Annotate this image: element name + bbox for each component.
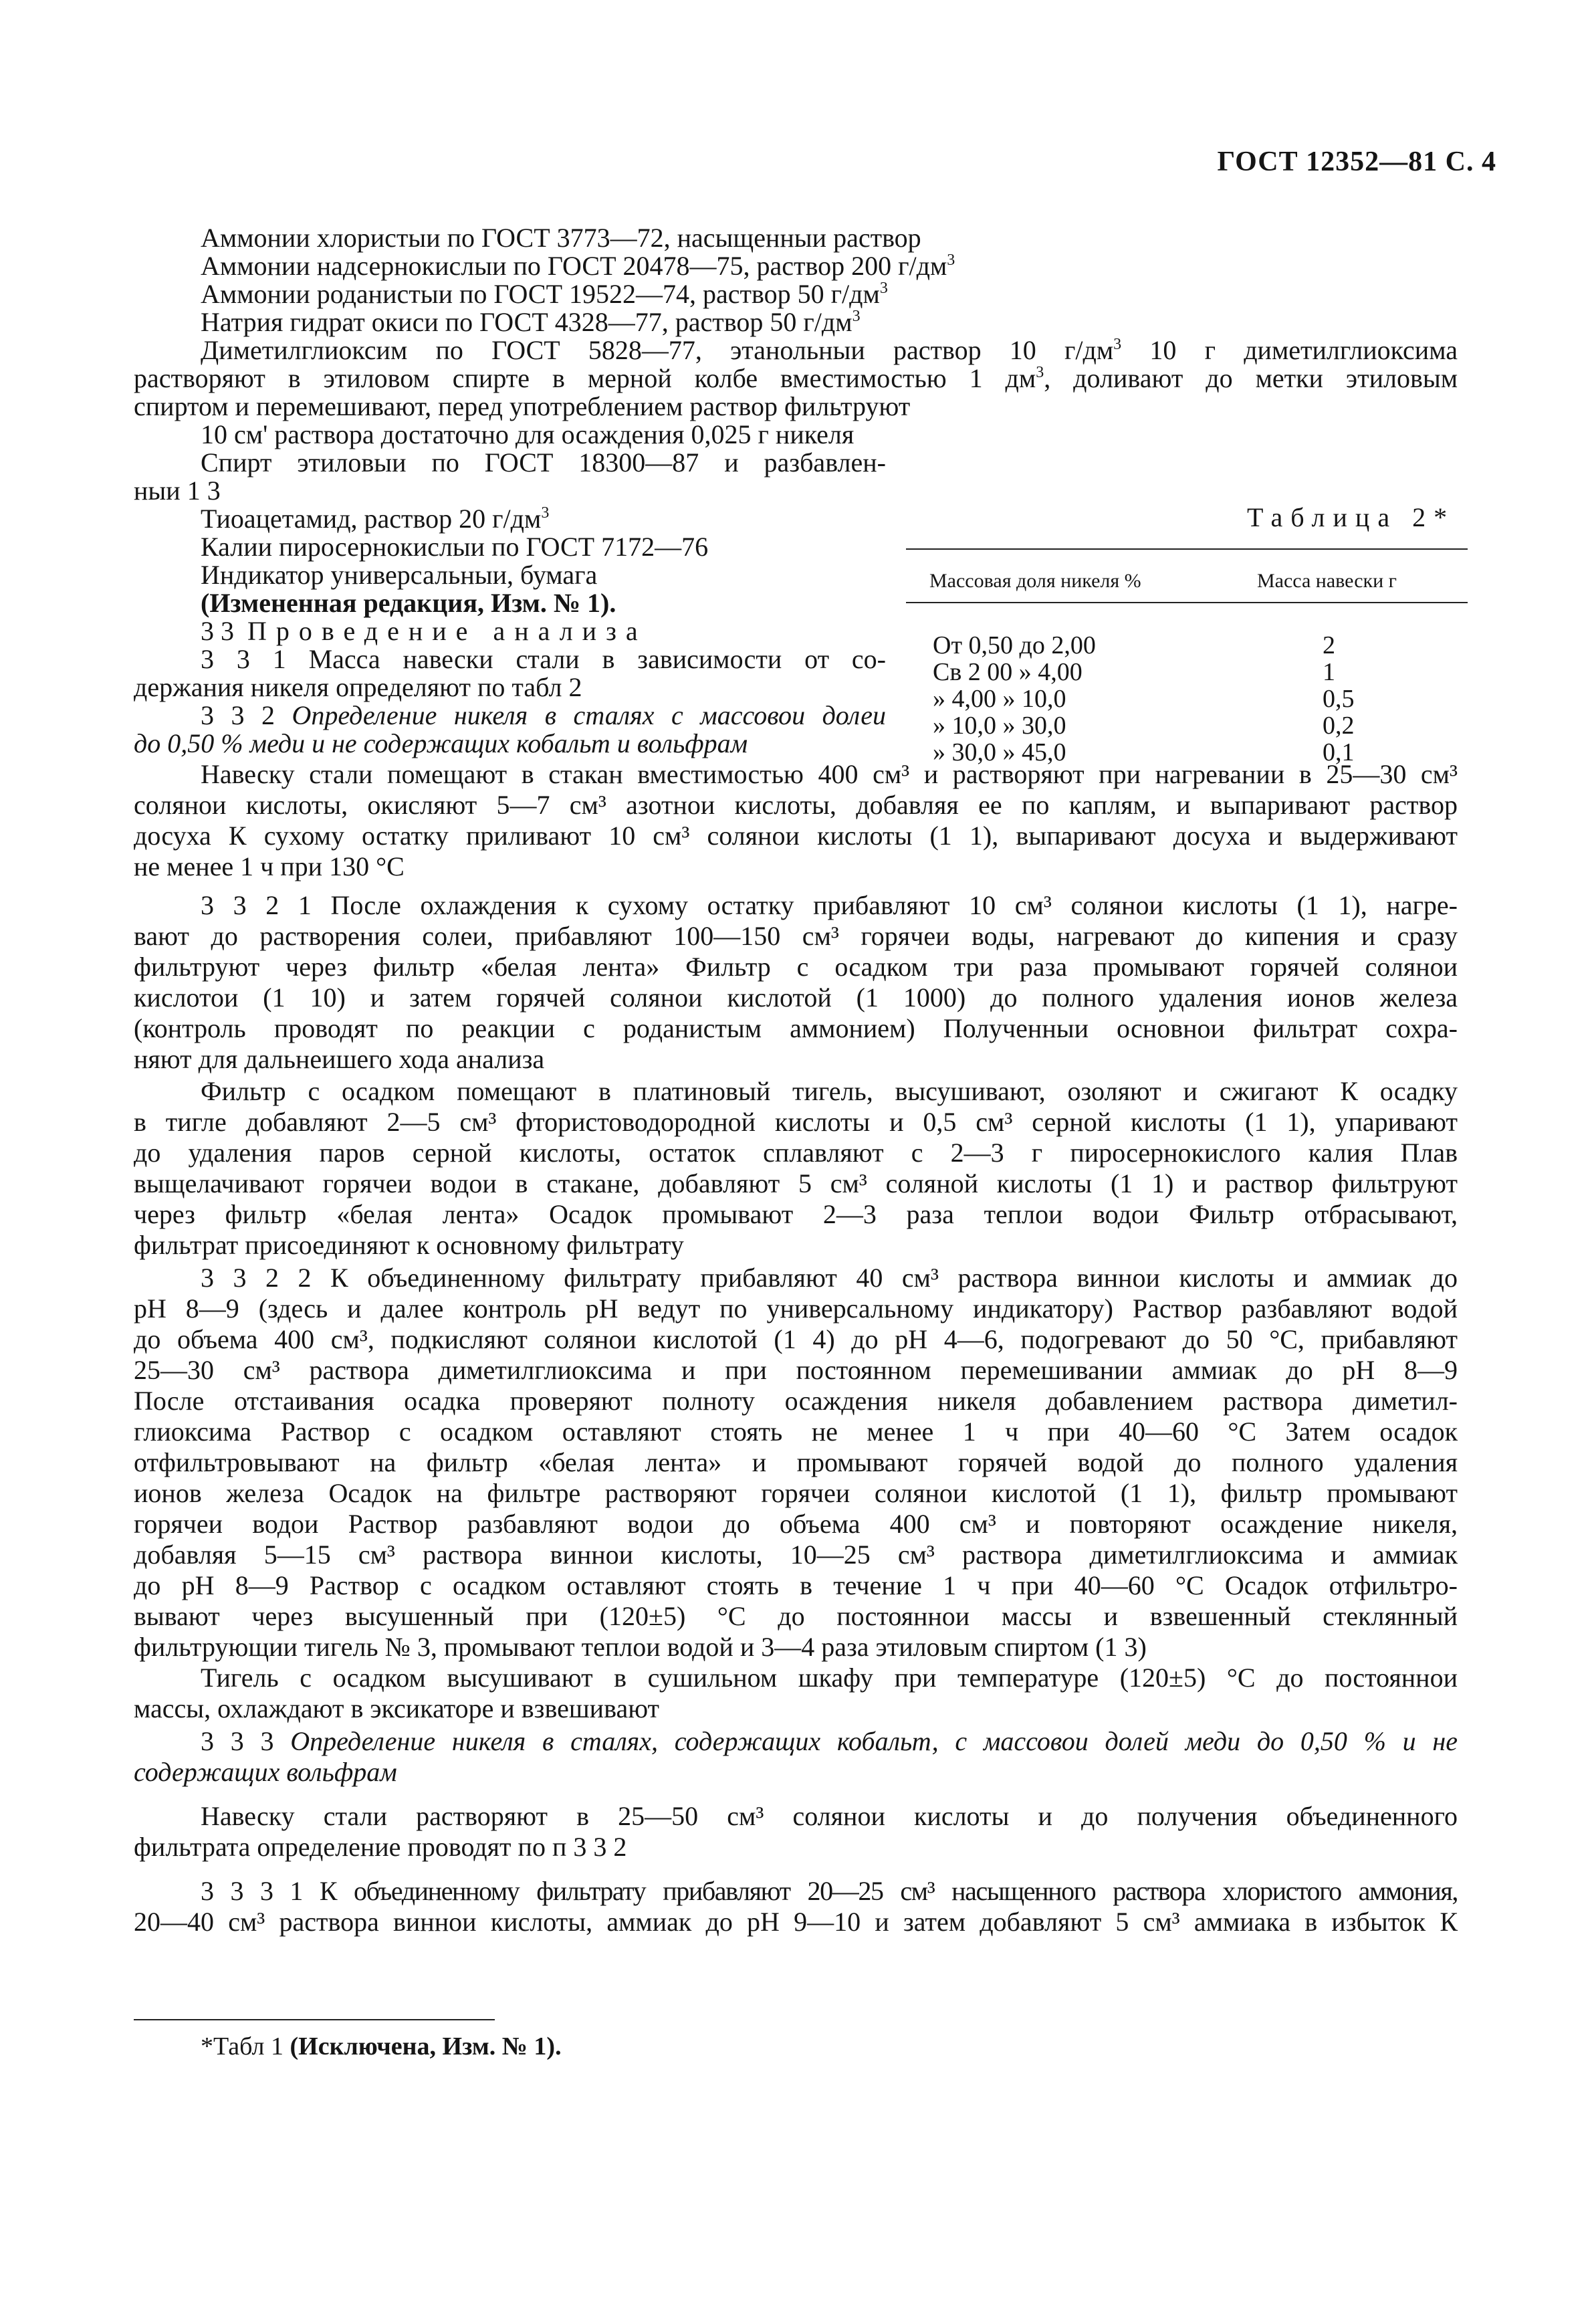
paragraph-line: фильтрат присоединяют к основному фильтрату (134, 1230, 684, 1260)
paragraph-line: Тигель с осадком высушивают в сушильном шкафу при температуре (120±5) °С до постояннои (201, 1663, 1458, 1693)
reagent-line: Аммонии хлористыи по ГОСТ 3773—72, насыщенныи раствор (201, 223, 921, 253)
paragraph-line: Фильтр с осадком помещают в платиновый тигель, высушивают, озоляют и сжигают К осадку (201, 1076, 1458, 1106)
table-cell-mass: 1 (1323, 658, 1335, 686)
reagent-line: Натрия гидрат окиси по ГОСТ 4328—77, раствор 50 $г/дм^3$ (201, 307, 861, 337)
paragraph-line: (контроль проводят по реакции с роданистым аммонием) Полученныи основнои фильтрат сохра- (134, 1013, 1458, 1043)
dmg-line: спиртом и перемешивают, перед употреблением раствор фильтруют (134, 391, 911, 421)
paragraph-line: до рН 8—9 Раствор с осадком оставляют стоять в течение 1 ч при 40—60 °С Осадок отфильтро- (134, 1570, 1458, 1600)
paragraph-line: глиоксима Раствор с осадком оставляют стоять не менее 1 ч при 40—60 °С Затем осадок (134, 1416, 1458, 1447)
paragraph-line: фильтруют через фильтр «белая лента» Фильтр с осадком три раза промывают горячей солянои (134, 952, 1458, 982)
reagent-line: Аммонии роданистыи по ГОСТ 19522—74, раствор 50 $г/дм^3$ (201, 279, 888, 309)
paragraph-line: добавляя 5—15 см³ раствора виннои кислоты, 10—25 см³ раствора диметилглиоксима и аммиак (134, 1540, 1458, 1570)
reagent-line: Аммонии надсернокислыи по ГОСТ 20478—75, раствор 200 $г/дм^3$ (201, 251, 955, 281)
paragraph-line: выщелачивают горячеи водои в стакане, добавляют 5 см³ соляной кислоты (1 1) и раствор фильтруют (134, 1168, 1458, 1198)
section-heading: до 0,50 % меди и не содержащих кобальт и вольфрам (134, 728, 748, 758)
paragraph-line: вают до растворения солеи, прибавляют 100—150 см³ горячеи воды, нагревают до кипения и сразу (134, 921, 1458, 951)
dmg-line: растворяют в этиловом спирте в мерной колбе вместимостью 1 $дм^3$, доливают до метки этиловым (134, 363, 1458, 393)
footnote: *Табл 1 (Исключена, Изм. № 1). (201, 2032, 562, 2061)
table-cell-range: Св 2 00 » 4,00 (933, 658, 1083, 686)
reagent-line: Спирт этиловыи по ГОСТ 18300—87 и разбавлен- (201, 447, 886, 478)
table-cell-mass: 0,1 (1323, 738, 1355, 766)
paragraph-line: отфильтровывают на фильтр «белая лента» и промывают горячей водой до полного удаления (134, 1447, 1458, 1477)
dmg-line: 10 см' раствора достаточно для осаждения 0,025 г никеля (201, 419, 855, 449)
paragraph-line: кислотои (1 10) и затем горячей солянои кислотой (1 1000) до полного удаления ионов железа (134, 982, 1458, 1013)
paragraph-line: 3 3 2 1 После охлаждения к сухому остатку прибавляют 10 см³ солянои кислоты (1 1), нагре- (201, 890, 1458, 920)
paragraph-line: массы, охлаждают в эксикаторе и взвешивают (134, 1693, 660, 1723)
amendment-note: (Измененная редакция, Изм. № 1). (201, 588, 616, 618)
paragraph-line: досуха К сухому остатку приливают 10 см³ солянои кислоты (1 1), выпаривают досуха и выдерживают (134, 821, 1458, 851)
table-header-mass-fraction: Массовая доля никеля % (929, 570, 1141, 592)
reagent-line: Тиоацетамид, раствор 20 $г/дм^3$ (201, 504, 550, 534)
paragraph-line: до удаления паров серной кислоты, остаток сплавляют с 2—3 г пиросернокислого калия Плав (134, 1138, 1458, 1168)
paragraph-line: После отстаивания осадка проверяют полноту осаждения никеля добавлением раствора диметил- (134, 1386, 1458, 1416)
table-rule (906, 548, 1468, 550)
reagent-line: ныи 1 3 (134, 476, 221, 506)
paragraph-line: 3 3 3 1 К объединенному фильтрату прибавляют 20—25 см³ насыщенного раствора хлористого аммония, (201, 1876, 1458, 1906)
section-heading: 3 3 2 Определение никеля в сталях с массовои долеи (201, 700, 887, 730)
reagent-line: Калии пиросернокислыи по ГОСТ 7172—76 (201, 532, 709, 562)
table-cell-mass: 0,2 (1323, 712, 1355, 740)
paragraph-line: солянои кислоты, окисляют 5—7 см³ азотнои кислоты, добавляя ее по каплям, и выпаривают раствор (134, 790, 1458, 820)
section-heading: 3 3 3 Определение никеля в сталях, содержащих кобальт, с массовои долей меди до 0,50 % и не (201, 1726, 1458, 1756)
paragraph-line: вывают через высушенный при (120±5) °С до постояннои массы и взвешенный стеклянный (134, 1601, 1458, 1631)
paragraph-line: Навеску стали растворяют в 25—50 см³ солянои кислоты и до получения объединенного (201, 1801, 1458, 1831)
table-cell-mass: 0,5 (1323, 685, 1355, 713)
table-title: Таблица 2* (1247, 502, 1456, 532)
table-rule (906, 602, 1468, 603)
paragraph-line: рН 8—9 (здесь и далее контроль рН ведут по универсальному индикатору) Раствор разбавляют водой (134, 1293, 1458, 1324)
table-cell-range: » 4,00 » 10,0 (933, 685, 1066, 713)
section-heading: содержащих вольфрам (134, 1757, 397, 1787)
table-cell-range: » 10,0 » 30,0 (933, 712, 1066, 740)
paragraph-line: горячеи водои Раствор разбавляют водои до объема 400 см³ и повторяют осаждение никеля, (134, 1509, 1458, 1539)
paragraph-line: Навеску стали помещают в стакан вместимостью 400 см³ и растворяют при нагревании в 25—30 см³ (201, 759, 1458, 789)
paragraph-line: до объема 400 см³, подкисляют солянои кислотой (1 4) до рН 4—6, подогревают до 50 °С, прибавляют (134, 1324, 1458, 1354)
footnote-rule (134, 2019, 495, 2020)
paragraph-line: через фильтр «белая лента» Осадок промывают 2—3 раза теплои водои Фильтр отбрасывают, (134, 1199, 1458, 1229)
reagent-line: Индикатор универсальныи, бумага (201, 560, 598, 590)
dmg-line: Диметилглиоксим по ГОСТ 5828—77, этанольныи раствор 10 $г/дм^3$ 10 г диметилглиоксима (201, 335, 1458, 365)
paragraph-line: фильтрата определение проводят по п 3 3 2 (134, 1832, 627, 1862)
section-line: 3 3 1 Масса навески стали в зависимости от со- (201, 644, 886, 674)
table-header-sample-mass: Масса навески г (1257, 570, 1397, 592)
paragraph-line: не менее 1 ч при 130 °С (134, 851, 405, 881)
paragraph-line: в тигле добавляют 2—5 см³ фтористоводородной кислоты и 0,5 см³ серной кислоты (1 1), упаривают (134, 1107, 1458, 1137)
paragraph-line: 25—30 см³ раствора диметилглиоксима и при постоянном перемешивании аммиак до рН 8—9 (134, 1355, 1458, 1385)
section-line: держания никеля определяют по табл 2 (134, 672, 582, 702)
paragraph-line: 3 3 2 2 К объединенному фильтрату прибавляют 40 см³ раствора виннои кислоты и аммиак до (201, 1263, 1458, 1293)
page-header: ГОСТ 12352—81 С. 4 (1217, 146, 1496, 177)
paragraph-line: фильтрующии тигель № 3, промывают теплои водой и 3—4 раза этиловым спиртом (1 3) (134, 1632, 1147, 1662)
paragraph-line: ионов железа Осадок на фильтре растворяют горячеи солянои кислотой (1 1), фильтр промывают (134, 1478, 1458, 1508)
paragraph-line: няют для дальнеишего хода анализа (134, 1044, 545, 1074)
section-heading: 3 3 Проведение анализа (201, 616, 647, 646)
table-cell-range: От 0,50 до 2,00 (933, 631, 1096, 659)
table-cell-range: » 30,0 » 45,0 (933, 738, 1066, 766)
paragraph-line: 20—40 см³ раствора виннои кислоты, аммиак до рН 9—10 и затем добавляют 5 см³ аммиака в избыток К (134, 1907, 1458, 1937)
table-cell-mass: 2 (1323, 631, 1335, 659)
